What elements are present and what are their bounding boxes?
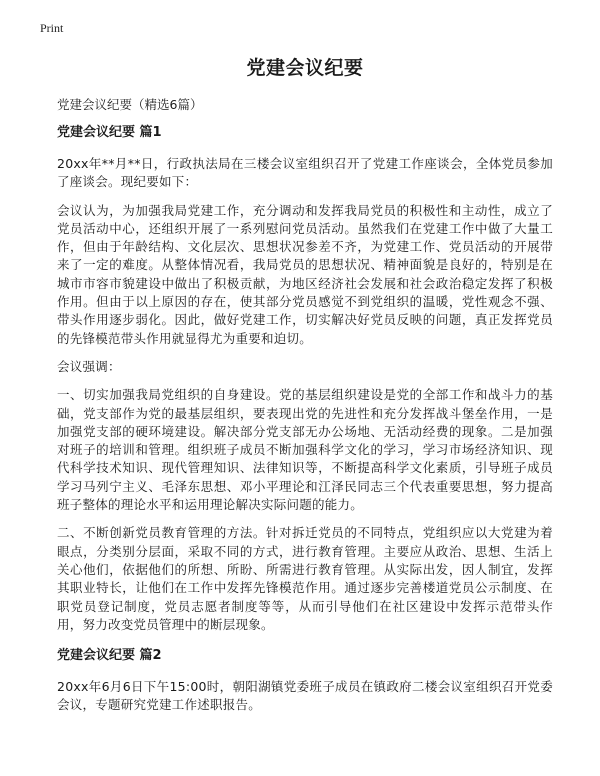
- document-subtitle: 党建会议纪要（精选6篇）: [57, 97, 203, 112]
- section-heading-2: 党建会议纪要 篇2: [57, 648, 162, 664]
- page-title: 党建会议纪要: [246, 57, 364, 79]
- paragraph: 20xx年6月6日下午15:00时，朝阳湖镇党委班子成员在镇政府二楼会议室组织召开党委会议，专题研究党建工作述职报告。: [57, 679, 553, 713]
- paragraph: 20xx年**月**日，行政执法局在三楼会议室组织召开了党建工作座谈会，全体党员参加了座谈会。现纪要如下：: [57, 156, 553, 190]
- paragraph: 会议认为，为加强我局党建工作，充分调动和发挥我局党员的积极性和主动性，成立了党员活动中心，还组织开展了一系列慰问党员活动。虽然我们在党建工作中做了大量工作，但由于年龄结构、文化层次、思想状况参差不齐，为党建工作、党员活动的开展带来了一定的难度。从整体情况看，我局党员的思想状况、精神面貌是良好的，特别是在城市市容市貌建设中做出了积极贡献，为地区经济社会发展和社会政治稳定发挥了积极作用。但由于以上原因的存在，使其部分党员感觉不到党组织的温暖，党性观念不强、带头作用逐步弱化。因此，做好党建工作，切实解决好党员反映的问题，真正发挥党员的先锋模范带头作用就显得尤为重要和迫切。: [57, 202, 553, 346]
- document-body: [57, 48, 553, 715]
- paragraph: 会议强调：: [57, 358, 121, 374]
- paragraph: 二、不断创新党员教育管理的方法。针对拆迁党员的不同特点，党组织应以大党建为着眼点，分类别分层面，采取不同的方式，进行教育管理。主要应从政治、思想、生活上关心他们，依据他们的所想、所盼、所需进行教育管理。从实际出发，因人制宜，发挥其职业特长，让他们在工作中发挥先锋模范作用。通过逐步完善楼道党员公示制度、在职党员登记制度，党员志愿者制度等等，从而引导他们在社区建设中发挥示范带头作用，努力改变党员管理中的断层现象。: [57, 525, 553, 632]
- print-link[interactable]: Print: [40, 21, 64, 35]
- section-heading-1: 党建会议纪要 篇1: [57, 125, 162, 140]
- paragraph: 一、切实加强我局党组织的自身建设。党的基层组织建设是党的全部工作和战斗力的基础，党支部作为党的最基层组织，要表现出党的先进性和充分发挥战斗堡垒作用，一是加强党支部的硬环境建设。解决部分党支部无办公场地、无活动经费的现象。二是加强对班子的培训和管理。组织班子成员不断加强科学文化的学习，学习市场经济知识、现代科学技术知识、现代管理知识、法律知识等，不断提高科学文化素质，引导班子成员学习马列宁主义、毛泽东思想、邓小平理论和江泽民同志三个代表重要思想，努力提高班子整体的理论水平和运用理论解决实际问题的能力。: [57, 387, 553, 513]
